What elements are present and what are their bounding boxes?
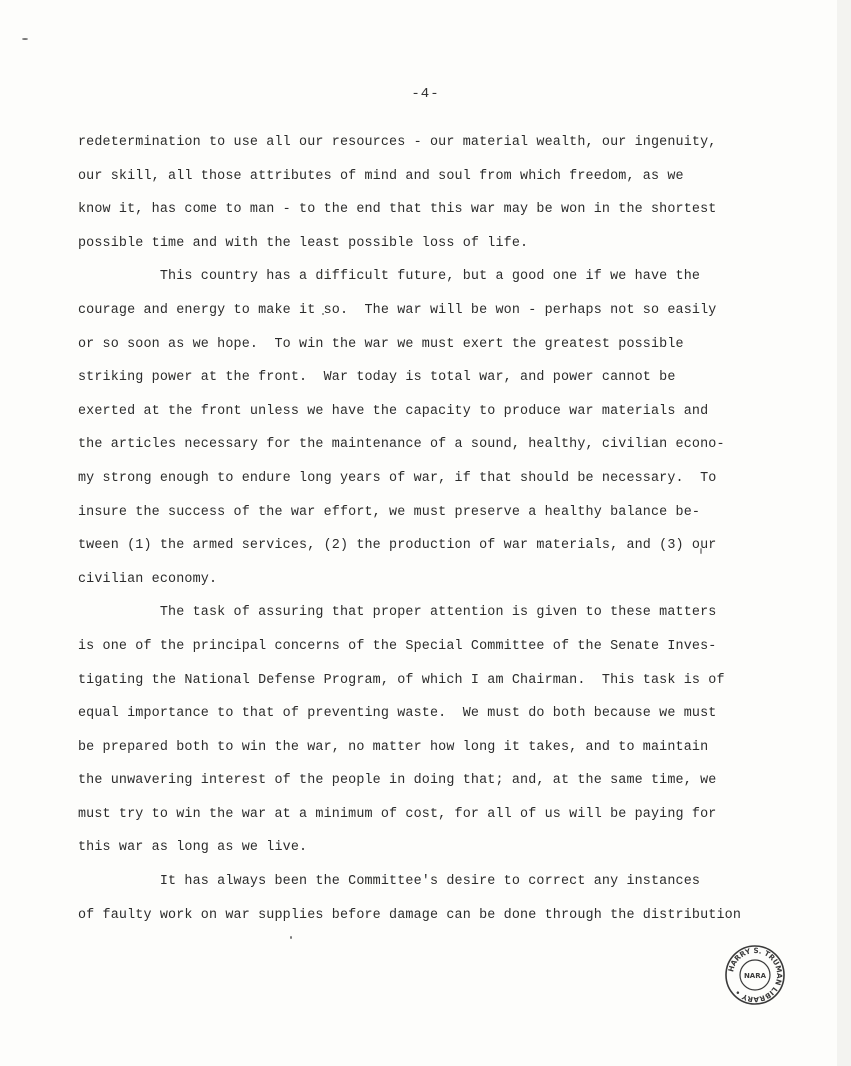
text-line: redetermination to use all our resources - our material wealth, our ingenuity,: [78, 135, 717, 150]
text-line: must try to win the war at a minimum of cost, for all of us will be paying for: [78, 806, 717, 822]
text-line: tigating the National Defense Program, of which I am Chairman. This task is of: [78, 672, 725, 688]
text-line: is one of the principal concerns of the Special Committee of the Senate Inves-: [78, 638, 717, 654]
letter-body: [78, 126, 758, 932]
text-line: or so soon as we hope. To win the war we must exert the greatest possible: [78, 336, 684, 352]
text-line: the articles necessary for the maintenance of a sound, healthy, civilian econo-: [78, 437, 725, 453]
margin-speck: [22, 38, 28, 40]
text-line: tween (1) the armed services, (2) the production of war materials, and (3) our: [78, 538, 717, 554]
text-line: insure the success of the war effort, we must preserve a healthy balance be-: [78, 504, 701, 520]
text-line: civilian economy.: [78, 571, 218, 587]
text-line: the unwavering interest of the people in doing that; and, at the same time, we: [78, 773, 717, 789]
text-line: this war as long as we live.: [78, 840, 308, 856]
text-line: be prepared both to win the war, no matter how long it takes, and to maintain: [78, 739, 709, 755]
text-line: possible time and with the least possible loss of life.: [78, 235, 529, 251]
stamp-ring-text: HARRY S. TRUMAN LIBRARY •: [726, 945, 785, 1005]
text-line: It has always been the Committee's desire to correct any instances: [78, 874, 701, 890]
page-edge-shadow: [837, 0, 851, 1066]
text-line: striking power at the front. War today is total war, and power cannot be: [78, 370, 676, 386]
page-number: -4-: [411, 86, 440, 102]
text-line: courage and energy to make it so. The war will be won - perhaps not so easily: [78, 302, 717, 318]
text-line: exerted at the front unless we have the capacity to produce war materials and: [78, 403, 709, 419]
text-line: The task of assuring that proper attention is given to these matters: [78, 605, 717, 621]
text-line: equal importance to that of preventing waste. We must do both because we must: [78, 706, 717, 722]
stamp-center-text: NARA: [743, 972, 767, 980]
truman-library-stamp: [724, 944, 786, 1006]
text-line: know it, has come to man - to the end that this war may be won in the shortest: [78, 202, 717, 218]
ink-speck: [290, 936, 292, 939]
text-line: our skill, all those attributes of mind and soul from which freedom, as we: [78, 168, 684, 184]
text-line: my strong enough to endure long years of war, if that should be necessary. To: [78, 470, 717, 486]
text-line: of faulty work on war supplies before damage can be done through the distribution: [78, 907, 742, 923]
text-line: This country has a difficult future, but a good one if we have the: [78, 269, 701, 285]
